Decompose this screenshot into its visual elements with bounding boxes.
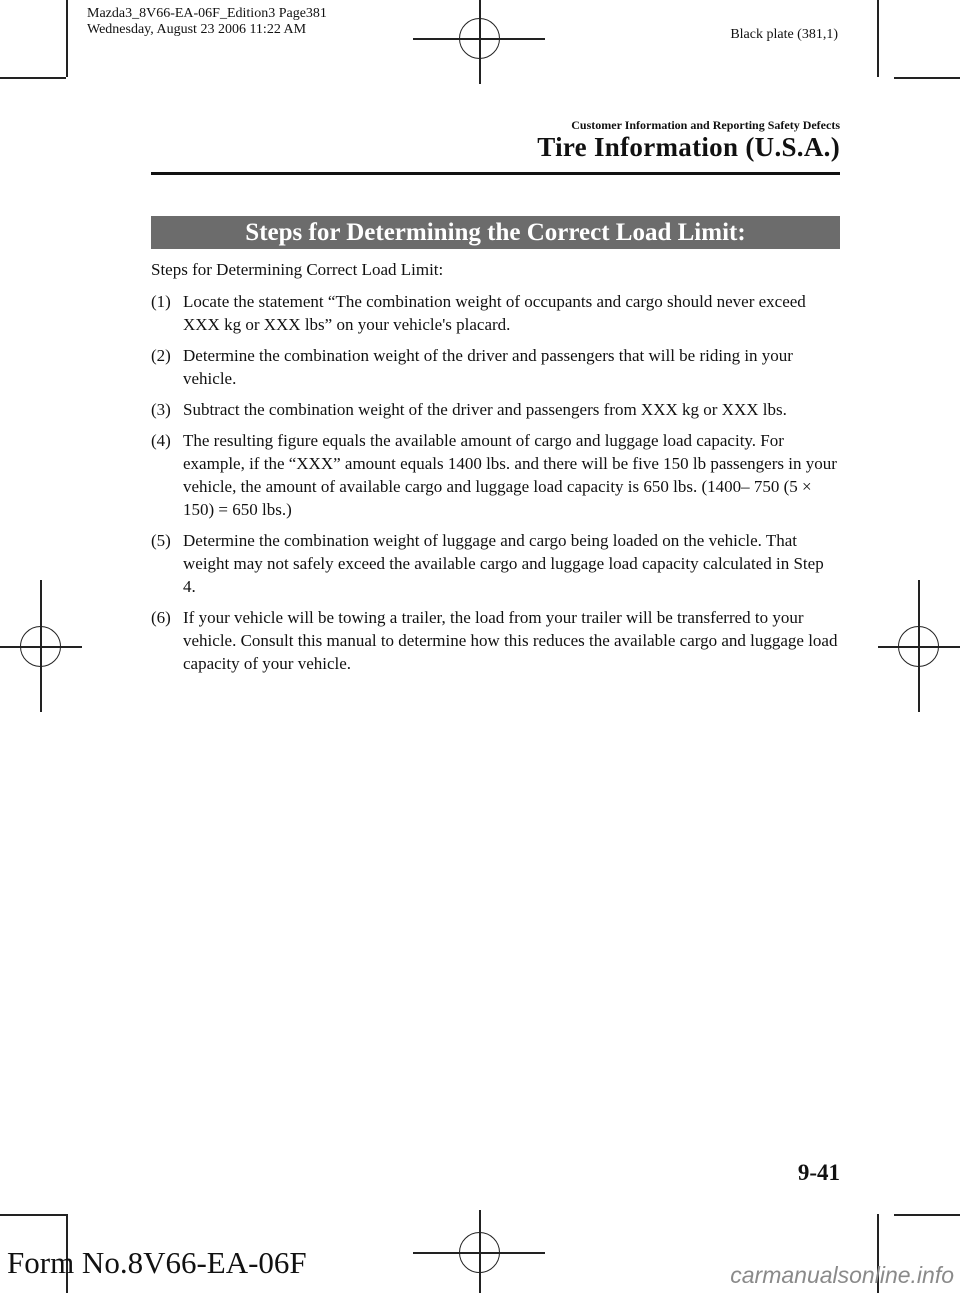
list-item [151,529,840,598]
list-item [151,344,840,390]
crop-mark [894,1214,960,1216]
list-item [151,429,840,521]
list-item [151,290,840,336]
step-text: Subtract the combination weight of the driver and passengers from XXX kg or XXX lbs. [183,400,787,419]
print-job-line: Mazda3_8V66-EA-06F_Edition3 Page381 [87,6,327,21]
page-title: Tire Information (U.S.A.) [537,132,840,162]
steps-list [151,290,840,675]
step-number: (5) [151,531,171,550]
registration-mark-top [413,0,545,84]
registration-mark-left [0,580,82,712]
header-rule [151,172,840,175]
intro-text: Steps for Determining Correct Load Limit: [151,260,444,279]
page-number: 9-41 [797,1160,840,1185]
step-number: (6) [151,608,171,627]
step-text: The resulting figure equals the available amount of cargo and luggage load capacity. For example, if the “XXX” amount equals 1400 lbs. and there will be five 150 lb passengers in your vehicle, the amount of available cargo and luggage load capacity is 650 lbs. (1400– 750 (5 × 150) = 650 lbs.) [183,431,837,519]
crop-mark [877,0,879,77]
registration-mark-right [878,580,960,712]
print-job-info [87,6,327,38]
step-text: Determine the combination weight of luggage and cargo being loaded on the vehicle. That weight may not safely exceed the available cargo and luggage load capacity calculated in Step 4. [183,531,824,596]
print-date-line: Wednesday, August 23 2006 11:22 AM [87,22,307,37]
section-name: Customer Information and Reporting Safety Defects [571,118,840,132]
step-number: (2) [151,346,171,365]
step-text: If your vehicle will be towing a trailer, the load from your trailer will be transferred to your vehicle. Consult this manual to determine how this reduces the available cargo and luggage load capacity of your vehicle. [183,608,838,673]
step-number: (1) [151,292,171,311]
registration-mark-bottom [413,1210,545,1293]
step-number: (4) [151,431,171,450]
list-item [151,606,840,675]
crop-mark [66,0,68,77]
content-body [151,258,840,683]
step-number: (3) [151,400,171,419]
crop-mark [0,77,66,79]
section-banner: Steps for Determining the Correct Load Limit: [151,216,840,249]
list-item [151,398,840,421]
crop-mark [0,1214,66,1216]
crop-mark [894,77,960,79]
watermark: carmanualsonline.info [730,1262,954,1288]
plate-label: Black plate (381,1) [730,27,838,42]
step-text: Determine the combination weight of the driver and passengers that will be riding in your vehicle. [183,346,793,388]
form-number: Form No.8V66-EA-06F [7,1245,307,1280]
step-text: Locate the statement “The combination weight of occupants and cargo should never exceed XXX kg or XXX lbs” on your vehicle's placard. [183,292,806,334]
